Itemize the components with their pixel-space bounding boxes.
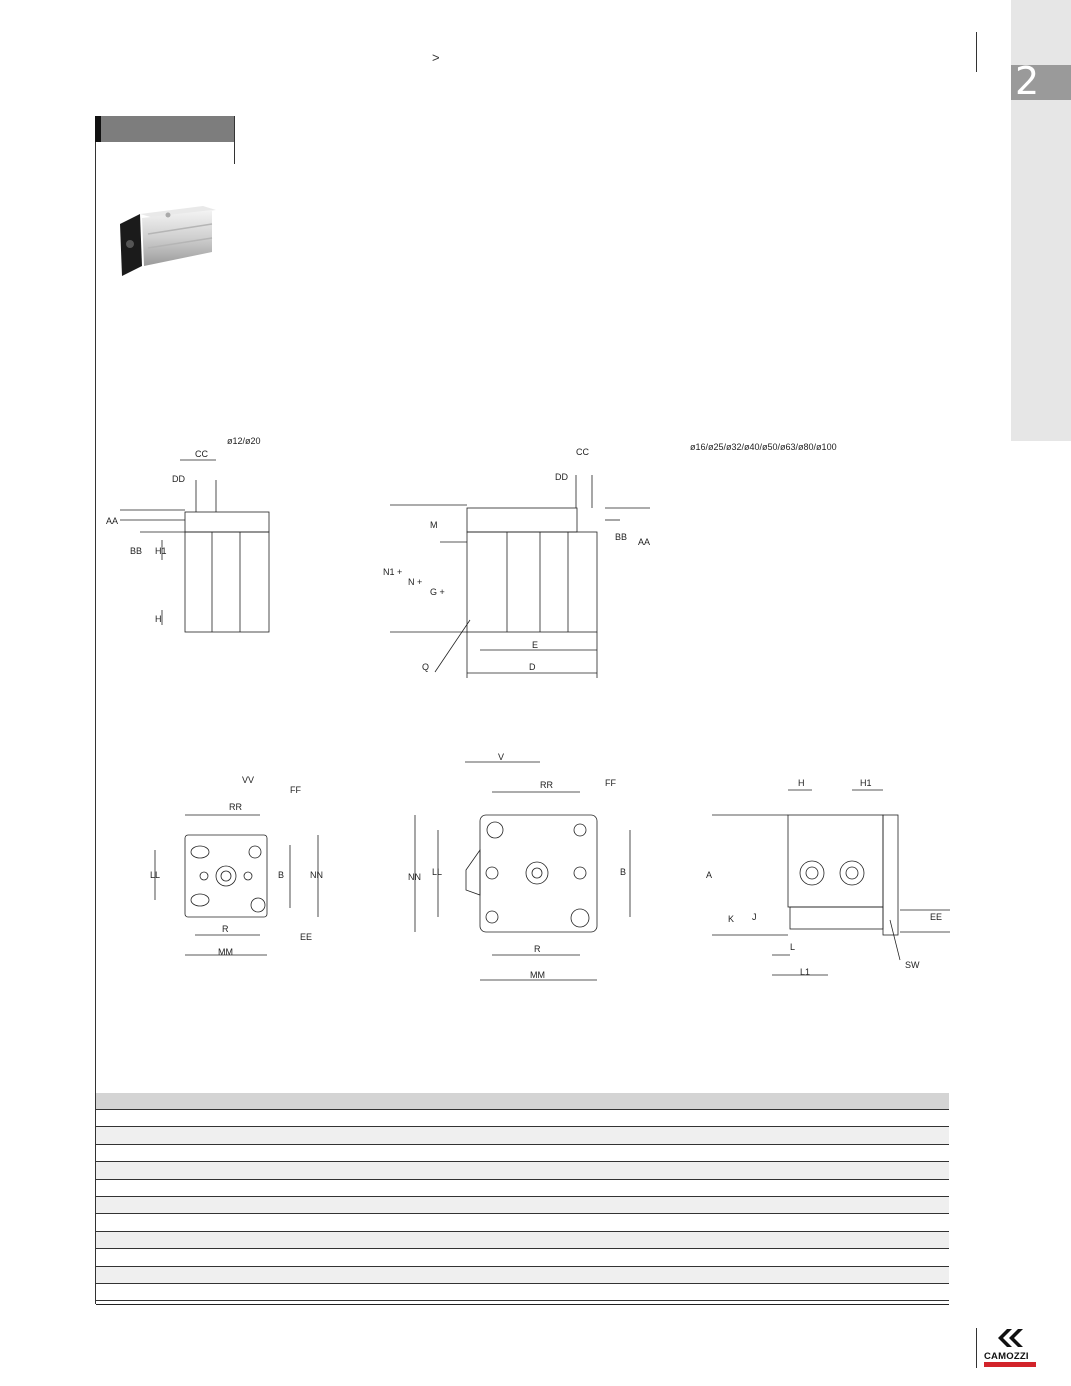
dimension-label: J: [752, 912, 757, 922]
dimension-label: H: [155, 614, 162, 624]
dimension-label: DD: [555, 472, 568, 482]
dimension-label: D: [529, 662, 536, 672]
dimension-label: NN: [408, 872, 421, 882]
dimension-label: RR: [540, 780, 553, 790]
dimension-label: FF: [605, 778, 616, 788]
dimension-label: N1 +: [383, 567, 403, 577]
dimension-label: MM: [530, 970, 545, 980]
dimensions-table: [96, 1093, 949, 1301]
header-divider: [976, 32, 977, 72]
title-divider: [234, 116, 235, 164]
dimension-label: R: [222, 924, 229, 934]
dimension-label: DD: [172, 474, 185, 484]
dimension-label: SW: [905, 960, 920, 970]
table-row: [96, 1283, 949, 1300]
table-row: [96, 1144, 949, 1161]
title-bar: [95, 116, 235, 142]
table-row: [96, 1110, 949, 1127]
dimension-label: CC: [195, 449, 208, 459]
dimension-label: BB: [130, 546, 143, 556]
dimension-label: AA: [106, 516, 119, 526]
logo-mark-icon: [994, 1327, 1024, 1349]
dimension-label: L1: [800, 967, 811, 977]
section-number: 2: [1015, 59, 1040, 103]
dimension-label: H1: [155, 546, 167, 556]
technical-drawing: [100, 420, 960, 1000]
dimension-label: NN: [310, 870, 323, 880]
dimension-label: FF: [290, 785, 301, 795]
brand-underline: [984, 1362, 1036, 1367]
dimension-label: Q: [422, 662, 430, 672]
dimension-label: L: [790, 942, 796, 952]
dimension-label: N +: [408, 577, 423, 587]
dimension-label: LL: [150, 870, 161, 880]
table-row: [96, 1179, 949, 1196]
table-row: [96, 1231, 949, 1248]
dimension-label: B: [620, 867, 627, 877]
dimension-label: R: [534, 944, 541, 954]
dimension-label: EE: [300, 932, 313, 942]
dimension-label: A: [706, 870, 713, 880]
footer-divider: [976, 1328, 977, 1368]
table-bottom-rule: [96, 1304, 949, 1305]
dimension-label: B: [278, 870, 285, 880]
table-row: [96, 1266, 949, 1283]
table-header-row: [96, 1093, 949, 1110]
dimension-label: H: [798, 778, 805, 788]
dimension-label: CC: [576, 447, 589, 457]
product-image: [108, 196, 218, 281]
dimension-label: EE: [930, 912, 943, 922]
brand-name: CAMOZZI: [984, 1351, 1029, 1362]
dimension-label: K: [728, 914, 735, 924]
dimension-label: V: [498, 752, 505, 762]
camozzi-logo: [984, 1327, 1040, 1369]
dimension-label: MM: [218, 947, 233, 957]
dimension-label: LL: [432, 867, 443, 877]
variant-large-label: ø16/ø25/ø32/ø40/ø50/ø63/ø80/ø100: [690, 442, 837, 452]
dimension-label: AA: [638, 537, 651, 547]
dimension-label: H1: [860, 778, 872, 788]
variant-small-label: ø12/ø20: [227, 436, 261, 446]
dimension-label: RR: [229, 802, 242, 812]
breadcrumb-separator: >: [432, 50, 440, 65]
table-row: [96, 1249, 949, 1266]
table-row: [96, 1214, 949, 1231]
table-row: [96, 1162, 949, 1179]
dimension-label: VV: [242, 775, 255, 785]
dimension-label: G +: [430, 587, 445, 597]
table-row: [96, 1196, 949, 1213]
table-row: [96, 1127, 949, 1144]
dimension-label: E: [532, 640, 539, 650]
dimension-label: M: [430, 520, 438, 530]
dimension-label: BB: [615, 532, 628, 542]
